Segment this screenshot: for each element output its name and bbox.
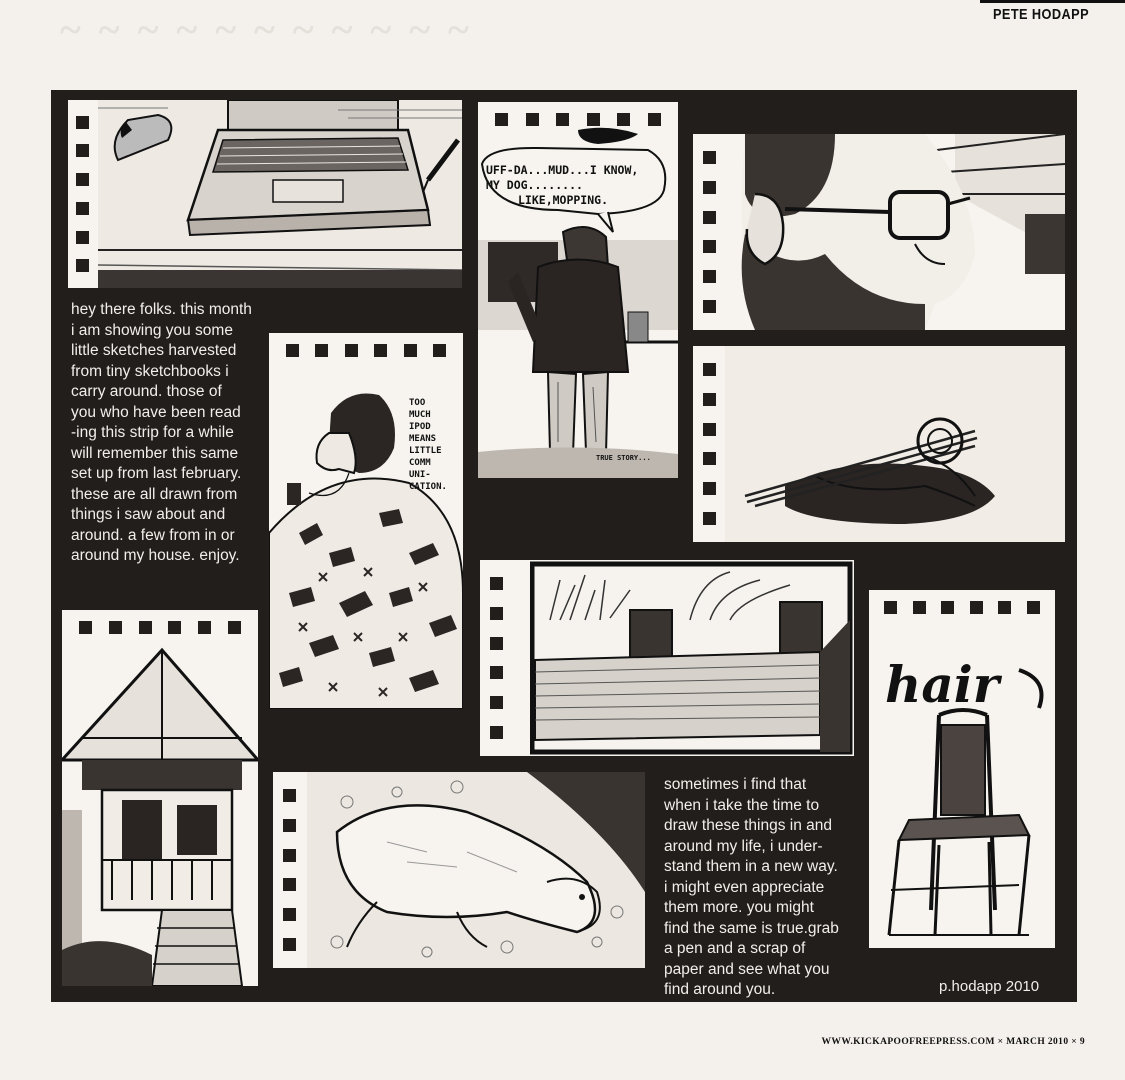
- header-rule: [980, 0, 1125, 3]
- hair-title: hair: [885, 655, 1000, 714]
- speech-line-2: MY DOG........: [486, 178, 583, 192]
- perforation-holes: [697, 134, 721, 330]
- panel-hair: [869, 590, 1055, 948]
- perforation-holes: [697, 346, 721, 542]
- panel-glasses-man: [693, 134, 1065, 330]
- author-byline: PETE HODAPP: [992, 6, 1089, 23]
- outro-caption: sometimes i find that when i take the time to draw these things in and around my life, i under- stand them in a new way. i might even appreciate them more. you might find the same is true.grab a pen and a scrap of paper and see what you find around you.: [664, 776, 839, 998]
- ipod-note-8: CATION.: [409, 482, 447, 492]
- perforation-holes: [277, 772, 301, 968]
- panel-ipod: [269, 333, 463, 709]
- hat-drawing: [725, 346, 1065, 542]
- dog-drawing: [307, 772, 645, 968]
- bleed-through-text: ~ ~ ~ ~ ~ ~ ~ ~ ~ ~ ~: [60, 7, 473, 52]
- ipod-note-1: TOO: [409, 398, 426, 408]
- ipod-note-3: IPOD: [409, 422, 431, 432]
- ipod-note-6: COMM: [409, 458, 431, 468]
- panel-rooftop: [480, 560, 854, 756]
- intro-caption: hey there folks. this month i am showing you some little sketches harvested from tiny sketchbooks i carry around. those of you who have been read -ing this strip for a while will remember this same set up from last february. these are all drawn from things i saw about and around. a few from in or around my house. enjoy.: [71, 301, 252, 564]
- panel-mud: [478, 102, 678, 478]
- ipod-note-7: UNI-: [409, 470, 431, 480]
- perforation-holes: [70, 100, 94, 288]
- artist-signature: p.hodapp 2010: [939, 978, 1040, 995]
- hair-chair-drawing: [869, 590, 1055, 948]
- laptop-drawing: [98, 100, 462, 288]
- panel-hat: [693, 346, 1065, 542]
- rooftop-drawing: [530, 560, 854, 756]
- panel-dog: [273, 772, 645, 968]
- mud-drawing: [478, 102, 678, 478]
- speech-line-1: UFF-DA...MUD...I KNOW,: [486, 163, 639, 177]
- speech-line-3: LIKE,MOPPING.: [518, 193, 609, 207]
- glasses-man-drawing: [725, 134, 1065, 330]
- ipod-note-2: MUCH: [409, 410, 431, 420]
- ipod-note-4: MEANS: [409, 434, 437, 444]
- panel-porch: [62, 610, 258, 986]
- page-footer: WWW.KICKAPOOFREEPRESS.COM × MARCH 2010 × 9: [821, 1037, 1085, 1047]
- true-story-note: TRUE STORY...: [596, 454, 651, 462]
- perforation-holes: [484, 560, 508, 756]
- panel-laptop: [68, 100, 462, 288]
- ipod-note-5: LITTLE: [409, 446, 442, 456]
- porch-drawing: [62, 610, 258, 986]
- ipod-drawing: [269, 333, 463, 709]
- comic-board: [51, 90, 1077, 1002]
